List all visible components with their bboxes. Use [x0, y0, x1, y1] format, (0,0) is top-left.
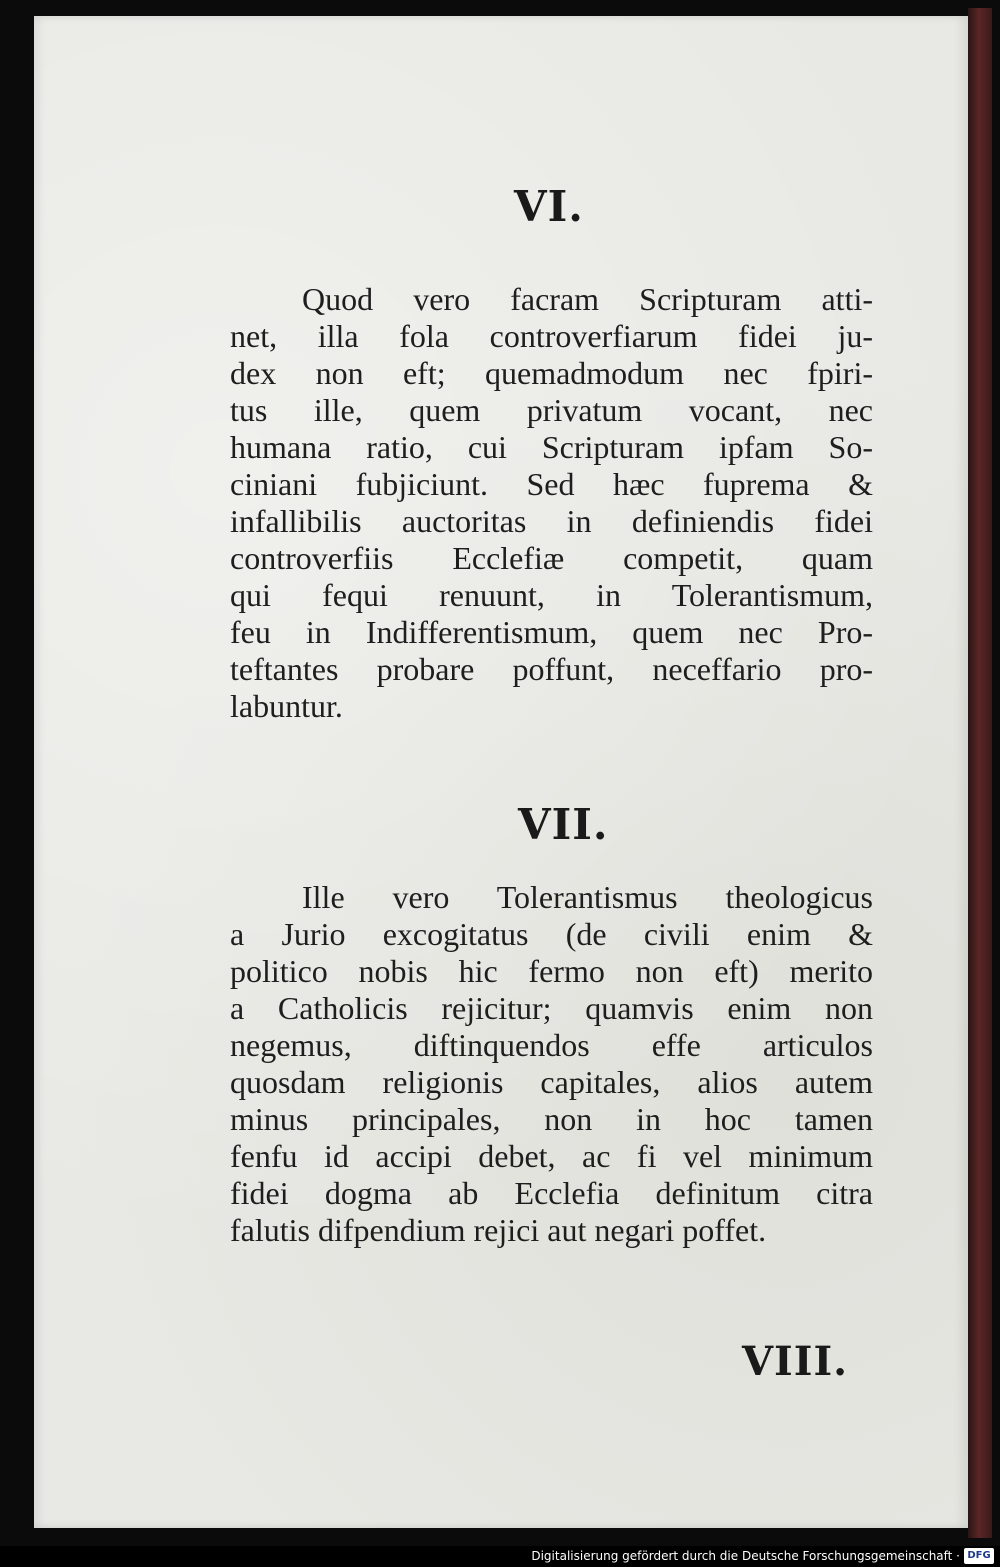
text-line: a Catholicis rejicitur; quamvis enim non: [230, 990, 873, 1026]
text-line: net, illa fola controverfiarum fidei ju-: [230, 318, 873, 354]
section-vii-text: [230, 879, 873, 1249]
text-line: falutis difpendium rejici aut negari poffet.: [230, 1212, 767, 1248]
text-line: fidei dogma ab Ecclefia definitum citra: [230, 1175, 873, 1211]
text-line: quosdam religionis capitales, alios autem: [230, 1064, 873, 1100]
book-edge: [968, 8, 992, 1538]
section-heading-vii: VII.: [518, 800, 609, 849]
text-line: fenfu id accipi debet, ac fi vel minimum: [230, 1138, 873, 1174]
text-line: Quod vero facram Scripturam atti-: [302, 281, 873, 317]
book-page: [34, 16, 968, 1528]
text-line: tus ille, quem privatum vocant, nec: [230, 392, 873, 428]
text-line: controverfiis Ecclefiæ competit, quam: [230, 540, 873, 576]
text-line: ciniani fubjiciunt. Sed hæc fuprema &: [230, 466, 873, 502]
section-heading-vi: VI.: [514, 182, 584, 231]
text-line: a Jurio excogitatus (de civili enim &: [230, 916, 873, 952]
text-line: negemus, diftinquendos effe articulos: [230, 1027, 873, 1063]
text-line: teftantes probare poffunt, neceffario pro-: [230, 651, 873, 687]
text-line: humana ratio, cui Scripturam ipfam So-: [230, 429, 873, 465]
text-line: dex non eft; quemadmodum nec fpiri-: [230, 355, 873, 391]
footer-credit: Digitalisierung gefördert durch die Deutsche Forschungsgemeinschaft ·: [531, 1549, 960, 1563]
text-line: feu in Indifferentismum, quem nec Pro-: [230, 614, 873, 650]
dfg-logo: DFG: [964, 1548, 994, 1564]
text-line: infallibilis auctoritas in definiendis fidei: [230, 503, 873, 539]
text-line: politico nobis hic fermo non eft) merito: [230, 953, 873, 989]
text-line: minus principales, non in hoc tamen: [230, 1101, 873, 1137]
catchword: VIII.: [742, 1338, 849, 1385]
text-line: labuntur.: [230, 688, 343, 724]
text-line: Ille vero Tolerantismus theologicus: [302, 879, 873, 915]
text-line: qui fequi renuunt, in Tolerantismum,: [230, 577, 873, 613]
section-vi-text: [230, 281, 873, 725]
